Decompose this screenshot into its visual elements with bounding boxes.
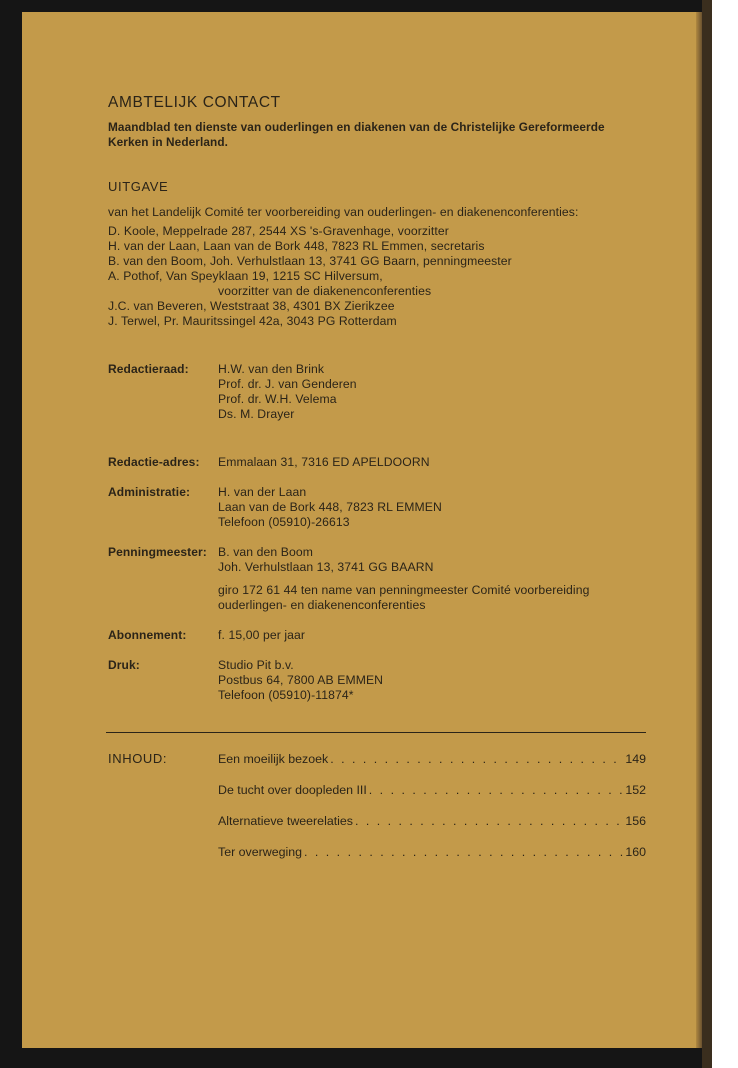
abonnement-label: Abonnement: [108,628,187,642]
scan-border-top [0,0,712,12]
scan-border-right [702,0,712,1068]
committee-line: B. van den Boom, Joh. Verhulstlaan 13, 3741 GG Baarn, penningmeester [108,254,512,268]
administratie-label: Administratie: [108,485,191,499]
penningmeester-line: B. van den Boom [218,545,313,559]
administratie-line: Telefoon (05910)-26613 [218,515,350,529]
administratie-line: H. van der Laan [218,485,307,499]
toc-row[interactable] [218,783,646,799]
magazine-title: AMBTELIJK CONTACT [108,94,281,111]
penningmeester-label: Penningmeester: [108,545,207,559]
redactieraad-member: H.W. van den Brink [218,362,325,376]
administratie-line: Laan van de Bork 448, 7823 RL EMMEN [218,500,442,514]
redactieraad-member: Prof. dr. J. van Genderen [218,377,357,391]
document-page [22,12,702,1048]
committee-line: voorzitter van de diakenenconferenties [218,284,432,298]
toc-leader-dots [355,814,623,828]
uitgave-heading: UITGAVE [108,179,169,194]
toc-leader-dots [304,845,623,859]
redactieadres-label: Redactie-adres: [108,455,200,469]
toc-leader-dots [330,752,623,766]
redactieadres-value: Emmalaan 31, 7316 ED APELDOORN [218,455,430,469]
toc-title: Ter overweging [218,845,303,859]
committee-line: A. Pothof, Van Speyklaan 19, 1215 SC Hilversum, [108,269,383,283]
toc-title: Een moeilijk bezoek [218,752,329,766]
redactieraad-label: Redactieraad: [108,362,189,376]
toc-title: De tucht over doopleden III [218,783,367,797]
uitgave-intro: van het Landelijk Comité ter voorbereiding van ouderlingen- en diakenenconferenties: [108,205,579,219]
committee-line: D. Koole, Meppelrade 287, 2544 XS 's-Gravenhage, voorzitter [108,224,449,238]
toc-row[interactable] [218,752,646,768]
toc-row[interactable] [218,814,646,830]
committee-line: J. Terwel, Pr. Mauritssingel 42a, 3043 PG Rotterdam [108,314,397,328]
redactieraad-member: Ds. M. Drayer [218,407,295,421]
toc-title: Alternatieve tweerelaties [218,814,353,828]
toc-page-number: 149 [625,752,646,766]
inhoud-label: INHOUD: [108,751,168,766]
giro-line-1: giro 172 61 44 ten name van penningmeester Comité voorbereiding [218,583,590,597]
toc-row[interactable] [218,845,646,861]
committee-line: J.C. van Beveren, Weststraat 38, 4301 BX Zierikzee [108,299,395,313]
scan-border-left [0,0,22,1068]
subtitle-line-1: Maandblad ten dienste van ouderlingen en diakenen van de Christelijke Gereformeerde [108,120,605,134]
scan-border-bottom [0,1048,712,1068]
giro-line-2: ouderlingen- en diakenenconferenties [218,598,426,612]
divider-rule [106,732,646,733]
druk-line: Postbus 64, 7800 AB EMMEN [218,673,384,687]
toc-page-number: 152 [625,783,646,797]
abonnement-value: f. 15,00 per jaar [218,628,306,642]
toc-page-number: 160 [625,845,646,859]
druk-line: Telefoon (05910)-11874* [218,688,354,702]
subtitle-line-2: Kerken in Nederland. [108,135,229,149]
penningmeester-line: Joh. Verhulstlaan 13, 3741 GG BAARN [218,560,434,574]
druk-label: Druk: [108,658,140,672]
toc-leader-dots [369,783,624,797]
druk-line: Studio Pit b.v. [218,658,294,672]
committee-line: H. van der Laan, Laan van de Bork 448, 7823 RL Emmen, secretaris [108,239,485,253]
toc-page-number: 156 [625,814,646,828]
redactieraad-member: Prof. dr. W.H. Velema [218,392,337,406]
